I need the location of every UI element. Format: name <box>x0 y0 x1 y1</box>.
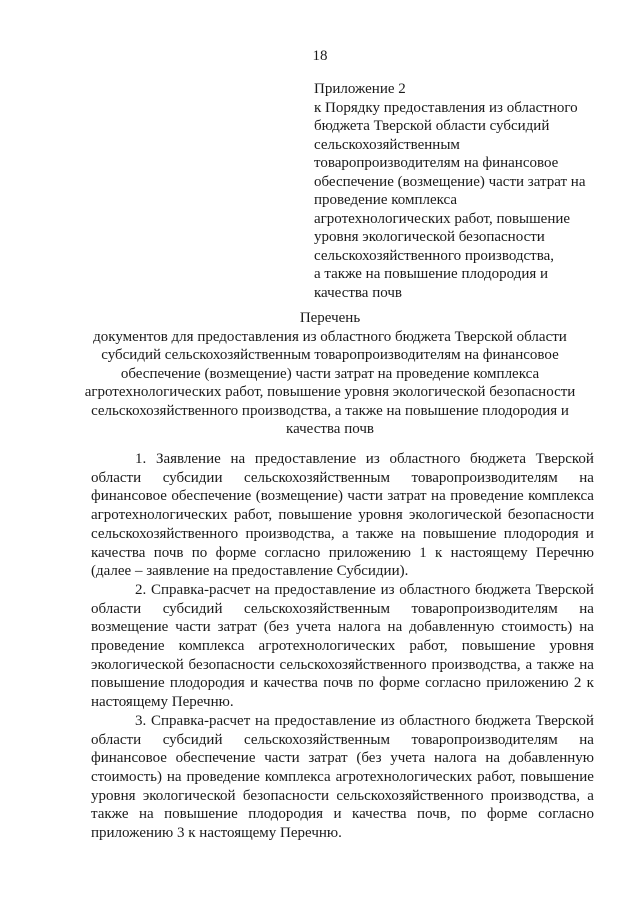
paragraph-line: финансовое обеспечение части затрат (без учета налога на добавленную <box>91 750 594 767</box>
appendix-line: к Порядку предоставления из областного <box>314 99 578 116</box>
paragraph-line: стоимость) на проведение комплекса агротехнологических работ, повышение <box>91 768 594 785</box>
appendix-line: Приложение 2 <box>314 81 406 97</box>
paragraph-1 <box>91 450 594 581</box>
paragraph-line: проведение комплекса агротехнологических работ, повышение уровня <box>91 638 594 655</box>
paragraph-line: (далее – заявление на предоставление Субсидии). <box>91 563 409 580</box>
appendix-line: уровня экологической безопасности <box>314 229 545 245</box>
appendix-line: а также на повышение плодородия и <box>314 266 549 282</box>
paragraph-line: уровня экологической безопасности сельскохозяйственного производства, а <box>91 787 594 804</box>
paragraph-line: финансовое обеспечение (возмещение) части затрат на проведение комплекса <box>91 488 594 505</box>
heading-line: субсидий сельскохозяйственным товаропроизводителям на финансовое <box>101 347 559 363</box>
paragraph-2 <box>91 581 594 712</box>
heading-line: сельскохозяйственного производства, а также на повышение плодородия и <box>91 402 569 419</box>
page-number: 18 <box>312 48 328 64</box>
appendix-line: бюджета Тверской области субсидий <box>314 118 550 134</box>
paragraph-line: приложению 3 к настоящему Перечню. <box>91 825 342 842</box>
appendix-line: проведение комплекса <box>314 192 458 208</box>
paragraph-line: также на повышение плодородия и качества почв, по форме согласно <box>91 806 594 823</box>
document-body <box>91 450 594 843</box>
heading-line: документов для предоставления из областного бюджета Тверской области <box>93 328 567 345</box>
paragraph-line: 1. Заявление на предоставление из областного бюджета Тверской <box>135 451 594 467</box>
paragraph-line: возмещение части затрат (без учета налога на добавленную стоимость) на <box>91 619 594 636</box>
appendix-line: сельскохозяйственным <box>314 136 460 153</box>
heading-line: качества почв <box>286 421 374 437</box>
paragraph-line: повышение плодородия и качества почв по форме согласно приложению 2 к <box>91 675 594 692</box>
appendix-reference <box>314 80 614 302</box>
paragraph-line: экологической безопасности сельскохозяйственного производства, а также на <box>91 656 594 673</box>
paragraph-line: 3. Справка-расчет на предоставление из областного бюджета Тверской <box>135 712 594 729</box>
paragraph-line: настоящему Перечню. <box>91 694 234 711</box>
paragraph-line: области субсидии сельскохозяйственным товаропроизводителям на <box>91 469 594 486</box>
paragraph-line: 2. Справка-расчет на предоставление из областного бюджета Тверской <box>135 581 594 598</box>
appendix-line: сельскохозяйственного производства, <box>314 247 555 264</box>
paragraph-line: сельскохозяйственного производства, а также на повышение плодородия и <box>91 525 594 542</box>
paragraph-line: области субсидий сельскохозяйственным товаропроизводителям на <box>91 600 594 617</box>
paragraph-line: области субсидий сельскохозяйственным товаропроизводителям на <box>91 731 594 748</box>
appendix-line: агротехнологических работ, повышение <box>314 210 571 227</box>
document-heading <box>80 309 580 439</box>
paragraph-3 <box>91 712 594 843</box>
appendix-line: товаропроизводителям на финансовое <box>314 155 559 171</box>
heading-line: обеспечение (возмещение) части затрат на проведение комплекса <box>120 365 540 382</box>
heading-line: агротехнологических работ, повышение уровня экологической безопасности <box>84 384 576 400</box>
appendix-line: качества почв <box>314 284 402 301</box>
paragraph-line: качества почв по форме согласно приложению 1 к настоящему Перечню <box>91 544 594 561</box>
appendix-line: обеспечение (возмещение) части затрат на <box>314 173 586 190</box>
paragraph-line: агротехнологических работ, повышение уровня экологической безопасности <box>91 507 594 524</box>
heading-title: Перечень <box>299 310 361 326</box>
